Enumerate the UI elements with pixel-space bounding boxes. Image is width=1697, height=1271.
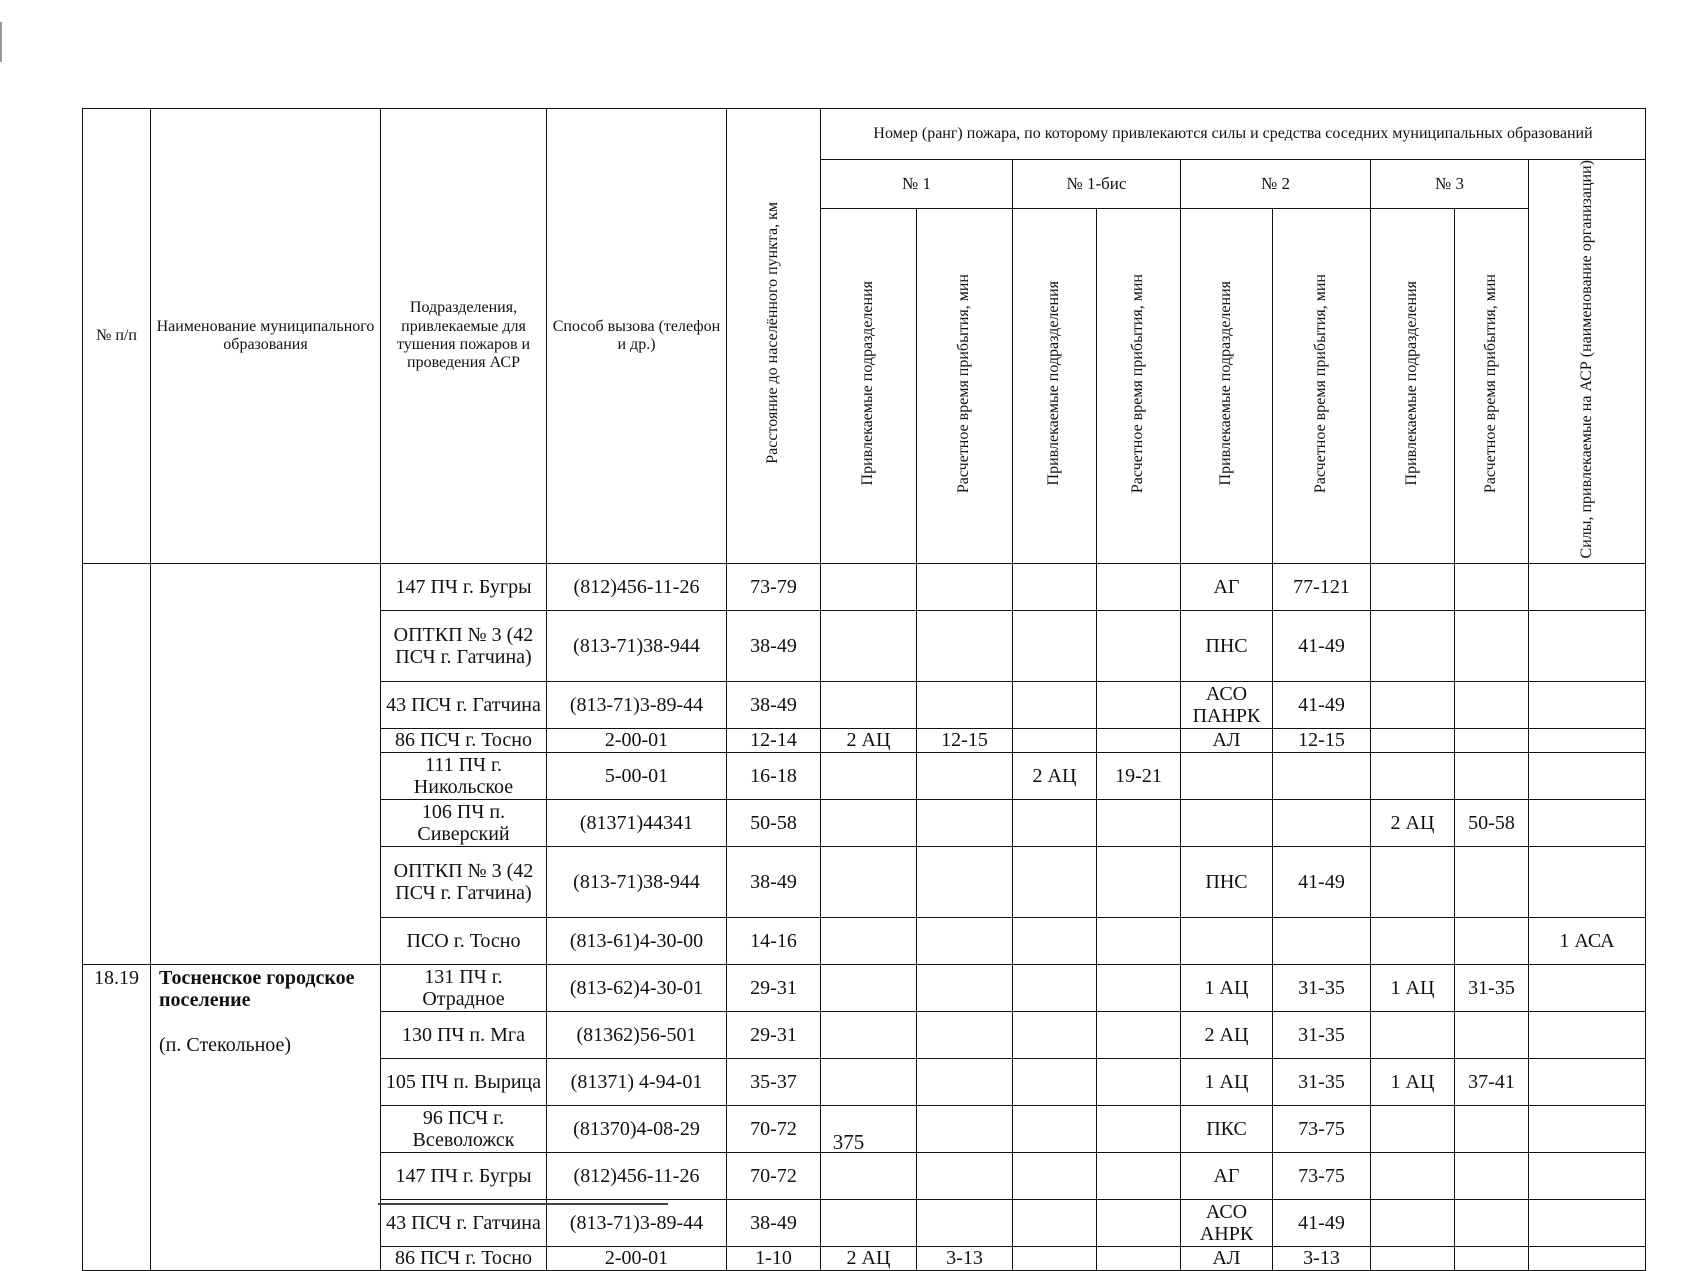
header-num: № п/п [83, 109, 151, 564]
unit-cell: 86 ПСЧ г. Тосно [381, 1247, 547, 1271]
asr-cell [1529, 682, 1646, 729]
prev-section-num-cell [83, 564, 151, 965]
rank1-time-cell [917, 753, 1013, 800]
rank2-time-cell [1273, 800, 1371, 847]
call-cell: (813-71)3-89-44 [547, 1200, 727, 1247]
unit-cell: ПСО г. Тосно [381, 918, 547, 965]
rank3-units-cell [1371, 611, 1455, 682]
rank1-time-cell: 12-15 [917, 729, 1013, 753]
call-cell: 2-00-01 [547, 729, 727, 753]
unit-cell: 147 ПЧ г. Бугры [381, 1153, 547, 1200]
rank1-time-cell [917, 1200, 1013, 1247]
table-body [83, 564, 1646, 1271]
header-rank-1: № 1 [821, 160, 1013, 209]
header-distance: Расстояние до населённого пункта, км [727, 109, 821, 564]
rank1-units-cell [821, 564, 917, 611]
asr-cell [1529, 847, 1646, 918]
section-num-cell: 18.19 [83, 965, 151, 1271]
rank1-time-cell [917, 1059, 1013, 1106]
rank1bis-time-cell [1097, 847, 1181, 918]
rank3-units-cell [1371, 564, 1455, 611]
rank2-time-cell: 41-49 [1273, 847, 1371, 918]
rank2-units-cell [1181, 918, 1273, 965]
rank2-time-cell [1273, 753, 1371, 800]
rank2-units-cell: 2 АЦ [1181, 1012, 1273, 1059]
call-cell: (81370)4-08-29 [547, 1106, 727, 1153]
rank2-time-cell: 73-75 [1273, 1153, 1371, 1200]
rank1bis-time-cell [1097, 1059, 1181, 1106]
table-row [83, 965, 1646, 1012]
rank2-time-cell: 31-35 [1273, 1012, 1371, 1059]
rank2-time-cell: 31-35 [1273, 1059, 1371, 1106]
rank1-units-cell [821, 918, 917, 965]
rank1bis-units-cell [1013, 1247, 1097, 1271]
rank3-units-cell [1371, 1200, 1455, 1247]
unit-cell: 130 ПЧ п. Мга [381, 1012, 547, 1059]
rank1bis-units-cell [1013, 564, 1097, 611]
unit-cell: 105 ПЧ п. Вырица [381, 1059, 547, 1106]
rank2-time-cell: 77-121 [1273, 564, 1371, 611]
header-rank2-units: Привлекаемые подразделения [1181, 208, 1273, 563]
call-cell: (813-61)4-30-00 [547, 918, 727, 965]
rank2-time-cell: 31-35 [1273, 965, 1371, 1012]
rank3-time-cell [1455, 1200, 1529, 1247]
rank1bis-units-cell [1013, 1012, 1097, 1059]
unit-cell: 111 ПЧ г. Никольское [381, 753, 547, 800]
rank1-time-cell [917, 682, 1013, 729]
rank1bis-time-cell [1097, 1247, 1181, 1271]
call-cell: (812)456-11-26 [547, 1153, 727, 1200]
rank1-units-cell: 2 АЦ [821, 729, 917, 753]
header-rank1-units: Привлекаемые подразделения [821, 208, 917, 563]
rank1-time-cell [917, 847, 1013, 918]
rank2-units-cell: 1 АЦ [1181, 965, 1273, 1012]
header-rank-1bis: № 1-бис [1013, 160, 1181, 209]
rank2-units-cell: АГ [1181, 1153, 1273, 1200]
distance-cell: 38-49 [727, 611, 821, 682]
asr-cell [1529, 965, 1646, 1012]
rank1-units-cell [821, 611, 917, 682]
header-rank1bis-units: Привлекаемые подразделения [1013, 208, 1097, 563]
rank1-time-cell [917, 918, 1013, 965]
rank1-units-cell [821, 1200, 917, 1247]
call-cell: (812)456-11-26 [547, 564, 727, 611]
rank1bis-time-cell [1097, 1153, 1181, 1200]
rank2-time-cell: 3-13 [1273, 1247, 1371, 1271]
rank3-time-cell [1455, 1247, 1529, 1271]
call-cell: (813-62)4-30-01 [547, 965, 727, 1012]
rank1bis-time-cell [1097, 800, 1181, 847]
table-header [83, 109, 1646, 564]
distance-cell: 29-31 [727, 965, 821, 1012]
call-cell: (813-71)38-944 [547, 847, 727, 918]
distance-cell: 70-72 [727, 1106, 821, 1153]
call-cell: (813-71)3-89-44 [547, 682, 727, 729]
header-rank-title: Номер (ранг) пожара, по которому привлекаются силы и средства соседних муниципальных образований [821, 109, 1646, 160]
fire-response-table [82, 108, 1646, 1271]
distance-cell: 12-14 [727, 729, 821, 753]
rank1bis-time-cell [1097, 1200, 1181, 1247]
distance-cell: 16-18 [727, 753, 821, 800]
rank2-units-cell: АСО АНРК [1181, 1200, 1273, 1247]
distance-cell: 14-16 [727, 918, 821, 965]
rank3-units-cell: 1 АЦ [1371, 965, 1455, 1012]
header-rank-2: № 2 [1181, 160, 1371, 209]
rank3-time-cell [1455, 564, 1529, 611]
rank1bis-units-cell [1013, 611, 1097, 682]
call-cell: (81371) 4-94-01 [547, 1059, 727, 1106]
rank3-units-cell: 1 АЦ [1371, 1059, 1455, 1106]
rank1-units-cell [821, 800, 917, 847]
rank3-time-cell [1455, 1012, 1529, 1059]
rank3-time-cell [1455, 729, 1529, 753]
scan-edge-mark [0, 22, 2, 62]
asr-cell [1529, 564, 1646, 611]
rank1-units-cell [821, 753, 917, 800]
rank2-units-cell: ПНС [1181, 847, 1273, 918]
distance-cell: 1-10 [727, 1247, 821, 1271]
rank1-units-cell [821, 847, 917, 918]
distance-cell: 70-72 [727, 1153, 821, 1200]
asr-cell [1529, 1200, 1646, 1247]
prev-section-municipality-cell [151, 564, 381, 965]
call-cell: (813-71)38-944 [547, 611, 727, 682]
rank3-units-cell [1371, 1247, 1455, 1271]
header-units: Подразделения, привлекаемые для тушения пожаров и проведения АСР [381, 109, 547, 564]
rank2-time-cell [1273, 918, 1371, 965]
call-cell: 5-00-01 [547, 753, 727, 800]
fire-response-table-container [82, 108, 1645, 1271]
header-rank3-time: Расчетное время прибытия, мин [1455, 208, 1529, 563]
rank1bis-units-cell [1013, 965, 1097, 1012]
unit-cell: 131 ПЧ г. Отрадное [381, 965, 547, 1012]
rank3-units-cell [1371, 753, 1455, 800]
rank3-time-cell [1455, 682, 1529, 729]
asr-cell [1529, 1247, 1646, 1271]
rank3-units-cell [1371, 847, 1455, 918]
rank2-units-cell: АСО ПАНРК [1181, 682, 1273, 729]
rank1bis-time-cell [1097, 1012, 1181, 1059]
unit-cell: 43 ПСЧ г. Гатчина [381, 1200, 547, 1247]
rank1-units-cell [821, 1059, 917, 1106]
header-rank3-units: Привлекаемые подразделения [1371, 208, 1455, 563]
rank2-units-cell: 1 АЦ [1181, 1059, 1273, 1106]
rank3-time-cell [1455, 1153, 1529, 1200]
call-cell: (81362)56-501 [547, 1012, 727, 1059]
unit-cell: 147 ПЧ г. Бугры [381, 564, 547, 611]
rank1bis-time-cell [1097, 918, 1181, 965]
rank1-units-cell [821, 1012, 917, 1059]
header-rank2-time: Расчетное время прибытия, мин [1273, 208, 1371, 563]
rank3-units-cell [1371, 1153, 1455, 1200]
header-rank1-time: Расчетное время прибытия, мин [917, 208, 1013, 563]
rank1bis-units-cell [1013, 729, 1097, 753]
asr-cell [1529, 611, 1646, 682]
rank1-units-cell [821, 1153, 917, 1200]
unit-cell: ОПТКП № 3 (42 ПСЧ г. Гатчина) [381, 611, 547, 682]
rank3-time-cell [1455, 611, 1529, 682]
distance-cell: 38-49 [727, 1200, 821, 1247]
rank3-time-cell [1455, 753, 1529, 800]
distance-cell: 38-49 [727, 682, 821, 729]
rank1bis-units-cell [1013, 918, 1097, 965]
rank1bis-units-cell [1013, 847, 1097, 918]
call-cell: 2-00-01 [547, 1247, 727, 1271]
rank1bis-time-cell: 19-21 [1097, 753, 1181, 800]
rank1-time-cell [917, 564, 1013, 611]
municipality-name: Тосненское городское поселение [159, 967, 355, 1012]
unit-cell: 86 ПСЧ г. Тосно [381, 729, 547, 753]
asr-cell [1529, 1153, 1646, 1200]
asr-cell: 1 АСА [1529, 918, 1646, 965]
asr-cell [1529, 800, 1646, 847]
unit-cell: 43 ПСЧ г. Гатчина [381, 682, 547, 729]
rank2-time-cell: 73-75 [1273, 1106, 1371, 1153]
asr-cell [1529, 1059, 1646, 1106]
asr-cell [1529, 753, 1646, 800]
rank3-time-cell: 37-41 [1455, 1059, 1529, 1106]
rank3-units-cell [1371, 682, 1455, 729]
rank1-units-cell [821, 682, 917, 729]
header-call-method: Способ вызова (телефон и др.) [547, 109, 727, 564]
rank1bis-units-cell [1013, 682, 1097, 729]
distance-cell: 38-49 [727, 847, 821, 918]
unit-cell: 106 ПЧ п. Сиверский [381, 800, 547, 847]
table-row [83, 564, 1646, 611]
rank1bis-time-cell [1097, 564, 1181, 611]
distance-cell: 73-79 [727, 564, 821, 611]
unit-cell: ОПТКП № 3 (42 ПСЧ г. Гатчина) [381, 847, 547, 918]
rank1-time-cell [917, 800, 1013, 847]
rank1bis-units-cell [1013, 1059, 1097, 1106]
asr-cell [1529, 1012, 1646, 1059]
rank1-time-cell [917, 965, 1013, 1012]
rank2-units-cell: ПНС [1181, 611, 1273, 682]
rank1bis-units-cell: 2 АЦ [1013, 753, 1097, 800]
header-rank1bis-time: Расчетное время прибытия, мин [1097, 208, 1181, 563]
rank2-units-cell: АГ [1181, 564, 1273, 611]
rank1bis-units-cell [1013, 800, 1097, 847]
rank1bis-time-cell [1097, 965, 1181, 1012]
rank3-units-cell [1371, 1012, 1455, 1059]
rank2-units-cell: ПКС [1181, 1106, 1273, 1153]
rank1-time-cell: 3-13 [917, 1247, 1013, 1271]
rank3-time-cell [1455, 918, 1529, 965]
section-municipality-cell [151, 965, 381, 1271]
rank3-units-cell: 2 АЦ [1371, 800, 1455, 847]
page-number: 375 [832, 1130, 865, 1154]
distance-cell: 35-37 [727, 1059, 821, 1106]
distance-cell: 50-58 [727, 800, 821, 847]
rank1-time-cell [917, 611, 1013, 682]
rank1bis-time-cell [1097, 729, 1181, 753]
rank1bis-units-cell [1013, 1200, 1097, 1247]
footer-rule [378, 1203, 668, 1205]
unit-cell: 96 ПСЧ г. Всеволожск [381, 1106, 547, 1153]
asr-cell [1529, 729, 1646, 753]
header-municipality: Наименование муниципального образования [151, 109, 381, 564]
header-asr-forces: Силы, привлекаемые на АСР (наименование организации) [1529, 160, 1646, 564]
distance-cell: 29-31 [727, 1012, 821, 1059]
rank1-time-cell [917, 1153, 1013, 1200]
municipality-place: (п. Стекольное) [159, 1033, 292, 1056]
rank2-units-cell: АЛ [1181, 1247, 1273, 1271]
rank3-units-cell [1371, 729, 1455, 753]
rank3-time-cell: 50-58 [1455, 800, 1529, 847]
rank1bis-time-cell [1097, 611, 1181, 682]
header-rank-3: № 3 [1371, 160, 1529, 209]
rank2-time-cell: 12-15 [1273, 729, 1371, 753]
rank1-units-cell [821, 965, 917, 1012]
rank2-units-cell: АЛ [1181, 729, 1273, 753]
rank3-time-cell: 31-35 [1455, 965, 1529, 1012]
rank2-units-cell [1181, 800, 1273, 847]
rank2-time-cell: 41-49 [1273, 1200, 1371, 1247]
rank1bis-time-cell [1097, 682, 1181, 729]
call-cell: (81371)44341 [547, 800, 727, 847]
rank2-units-cell [1181, 753, 1273, 800]
rank3-time-cell [1455, 847, 1529, 918]
rank2-time-cell: 41-49 [1273, 682, 1371, 729]
rank1-time-cell [917, 1012, 1013, 1059]
rank1bis-units-cell [1013, 1153, 1097, 1200]
rank1-units-cell: 2 АЦ [821, 1247, 917, 1271]
rank3-units-cell [1371, 918, 1455, 965]
rank2-time-cell: 41-49 [1273, 611, 1371, 682]
